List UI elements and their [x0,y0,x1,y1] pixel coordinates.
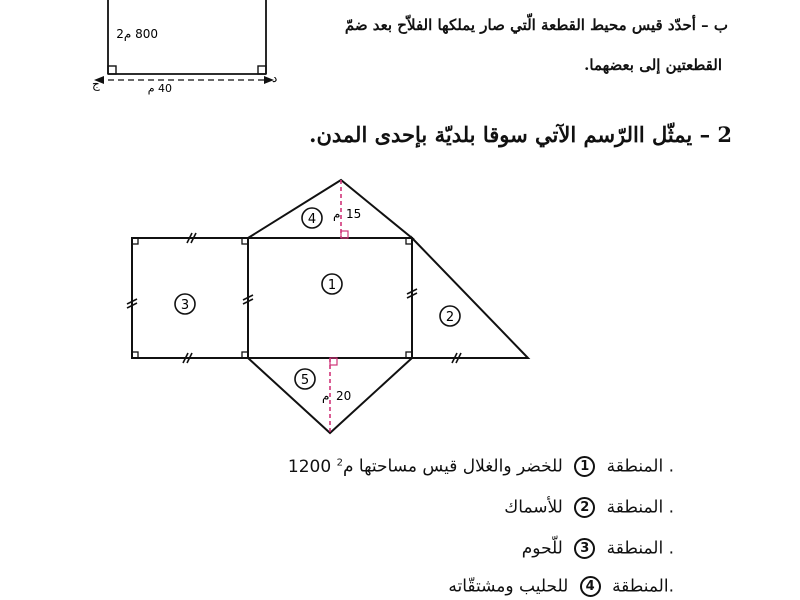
question-2-title: 2 – يمثّل االرّسم الآتي سوقا بلديّة بإحدى المدن. [309,122,732,147]
region-label-5: 5 [300,373,310,388]
legend-value: 1200 م$^2$ [287,456,354,477]
right-angle-marks [132,238,412,358]
corner-label-left: ج [92,77,100,91]
corner-label-right: د [272,71,278,85]
legend-prefix: . المنطقة [606,456,674,477]
legend-number-circle: 1 [574,456,595,477]
region-2-triangle [412,238,528,358]
top-text-line-2: القطعتين إلى بعضهما. [584,56,722,74]
legend-text: للحليب ومشتقّاته [448,576,569,597]
region-label-1: 1 [327,278,337,293]
legend-item-4 [448,576,674,597]
region-3-square [132,238,248,358]
height-top-right-angle [341,231,348,238]
top-area-label: 800 م2 [116,27,158,41]
legend-prefix: .المنطقة [612,576,674,597]
region-1-rectangle [248,238,412,358]
region-label-2: 2 [445,310,455,325]
height-bottom-unit: م [322,389,330,403]
legend-prefix: . المنطقة [606,497,674,518]
legend-number-circle: 4 [580,576,601,597]
legend-item-1 [288,456,674,477]
height-top-unit: م [333,207,341,221]
legend-item-2 [504,497,674,518]
legend-number-circle: 2 [574,497,595,518]
top-width-label: 40 م [147,82,172,95]
height-bottom-label: 20 [336,389,352,403]
legend-item-3 [522,538,674,559]
region-label-4: 4 [307,212,317,227]
region-label-3: 3 [180,298,190,313]
region-4-triangle [248,180,412,238]
legend-prefix: . المنطقة [606,538,674,559]
height-top-label: 15 [346,207,362,221]
legend-text: للخضر والغلال قيس مساحتها [358,456,563,477]
legend-text: للأسماك [504,497,563,518]
legend-number-circle: 3 [574,538,595,559]
top-text-line-1: ب – أحدّد قيس محيط القطعة الّتي صار يملكها الفلاّح بعد ضمّ [344,16,728,34]
height-bottom-right-angle [330,358,337,365]
legend-text: للّحوم [521,538,563,559]
